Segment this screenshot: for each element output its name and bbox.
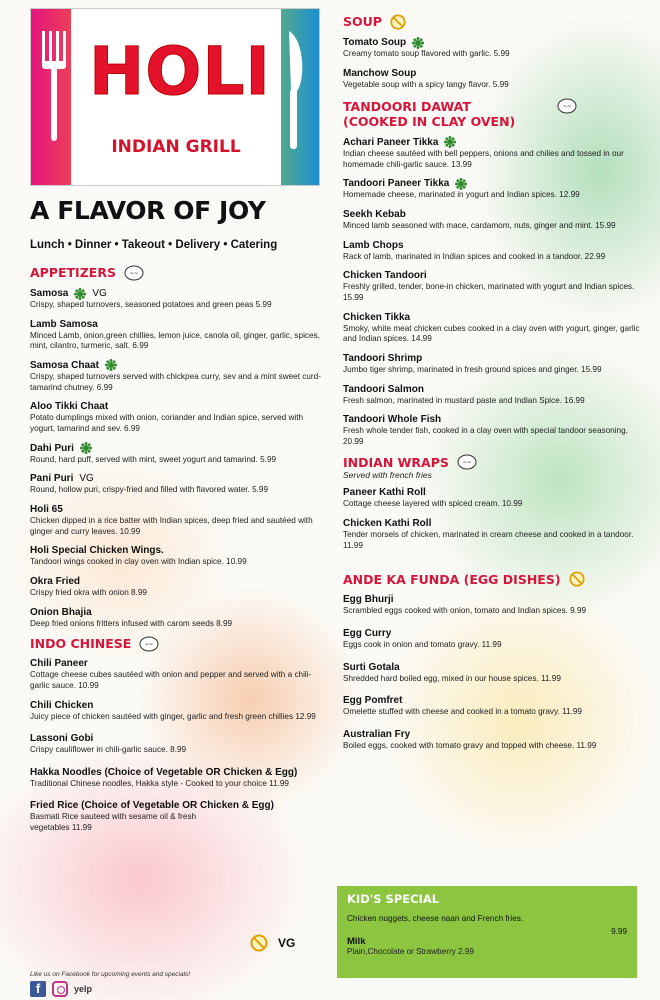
wraps-note: Served with french fries xyxy=(343,470,432,481)
menu-item: Manchow Soup Vegetable soup with a spicy tangy flavor. 5.99 xyxy=(343,67,509,89)
menu-item: Tandoori Whole Fish Fresh whole tender fish, cooked in a clay oven with special tandoor seasoning. 20.99 xyxy=(343,414,628,446)
wraps-section xyxy=(343,454,643,551)
appetizers-title xyxy=(30,265,322,281)
tandoori-section xyxy=(343,98,643,447)
menu-item: Samosa VG Crispy, shaped turnovers, seasoned potatoes and green peas 5.99 xyxy=(30,288,272,309)
wraps-title xyxy=(343,454,643,470)
svg-text:~~: ~~ xyxy=(145,642,154,649)
menu-item: Egg Curry Eggs cook in onion and tomato gravy. 11.99 xyxy=(343,628,502,650)
menu-item: Tandoori Salmon Fresh salmon, marinated in mustard paste and Indian Spice. 16.99 xyxy=(343,383,585,405)
indo-chinese-title-text: INDO CHINESE xyxy=(30,636,132,652)
logo-wordmark: HOLI xyxy=(89,33,271,110)
menu-item: Achari Paneer Tikka Indian cheese sautéed with bell peppers, onions and chilies and tossed in our homemade chili-garlic sauce. 13.99 xyxy=(343,136,624,169)
social-links xyxy=(30,981,190,997)
right-column xyxy=(343,14,643,759)
vegan-label: VG xyxy=(92,288,107,299)
no-spicy-icon xyxy=(139,636,159,652)
services-line: Lunch • Dinner • Takeout • Delivery • Catering xyxy=(30,239,278,251)
soup-title xyxy=(343,14,643,30)
menu-item: Holi Special Chicken Wings. Tandoori wings cooked in clay oven with Indian spice. 10.99 xyxy=(30,545,247,567)
vegetarian-leaf-icon xyxy=(80,442,92,454)
menu-item: Tandoori Paneer Tikka Homemade cheese, marinated in yogurt and Indian spices. 12.99 xyxy=(343,178,580,200)
vegetarian-leaf-icon xyxy=(455,178,467,190)
kids-meal-price: 9.99 xyxy=(611,927,627,936)
svg-text:~~: ~~ xyxy=(129,271,139,277)
menu-item: Dahi Puri Round, hard puff, served with mint, sweet yogurt and tamarind. 5.99 xyxy=(30,442,277,464)
vegetarian-leaf-icon xyxy=(412,37,424,49)
wraps-title-text: INDIAN WRAPS xyxy=(343,454,449,470)
indo-chinese-title xyxy=(30,636,322,652)
egg-title xyxy=(343,571,643,587)
menu-item: Onion Bhajia Deep fried onions fritters infused with carom seeds 8.99 xyxy=(30,606,233,628)
footer xyxy=(30,971,190,997)
menu-item: Tandoori Shrimp Jumbo tiger shrimp, marinated in fresh ground spices and ginger. 15.99 xyxy=(343,352,602,374)
vegan-legend-label: VG xyxy=(278,936,296,950)
menu-item: Okra Fried Crispy fried okra with onion 8.99 xyxy=(30,575,147,597)
restaurant-logo xyxy=(30,8,320,186)
menu-item: Samosa Chaat Crispy, shaped turnovers served with chickpea curry, sev and a mint sweet curd-tamarind chutney. 6.99 xyxy=(30,359,321,392)
appetizers-title-text: APPETIZERS xyxy=(30,265,116,281)
vegan-label: VG xyxy=(79,473,94,485)
tandoori-title-text: TANDOORI DAWAT xyxy=(343,98,471,114)
restaurant-subtitle: INDIAN GRILL xyxy=(111,137,241,157)
menu-item: Fried Rice (Choice of Vegetable OR Chicken & Egg) Basmati Rice sauteed with sesame oil & fresh vegetables 11.99 xyxy=(30,800,274,833)
menu-item: Egg Pomfret Omelette stuffed with cheese and cooked in a tomato gravy. 11.99 xyxy=(343,695,582,717)
no-spicy-icon xyxy=(557,98,577,114)
egg-title-text: ANDE KA FUNDA (EGG DISHES) xyxy=(343,571,561,587)
left-column xyxy=(30,8,322,841)
tandoori-title xyxy=(343,98,643,114)
yelp-icon[interactable]: yelp xyxy=(74,984,93,994)
menu-item: Chili Chicken Juicy piece of chicken sautéed with ginger, garlic and fresh green chillies 12.99 xyxy=(30,699,316,721)
menu-item: Australian Fry Boiled eggs, cooked with tomato gravy and topped with cheese. 11.99 xyxy=(343,729,597,751)
kids-milk-name: Milk xyxy=(347,936,366,947)
menu-item: Paneer Kathi Roll Cottage cheese layered with spiced cream. 10.99 xyxy=(343,487,523,509)
egg-section xyxy=(343,571,643,751)
menu-item: Lamb Samosa Minced Lamb, onion,green chillies, lemon juice, canola oil, ginger, garlic, spices, mint, cilantro, turmeric, salt. 6.99 xyxy=(30,318,320,351)
menu-item: Surti Gotala Shredded hard boiled egg, mixed in our house spices. 11.99 xyxy=(343,661,561,683)
no-gluten-icon xyxy=(569,571,585,587)
kids-milk-desc: Plain,Chocolate or Strawberry 2.99 xyxy=(347,947,474,956)
menu-item: Seekh Kebab Minced lamb seasoned with mace, cardamom, nuts, ginger and mint. 15.99 xyxy=(343,208,616,230)
menu-item: Chili Paneer Cottage cheese cubes sautéed with onion and pepper and served with a chili-garlic sauce. 10.99 xyxy=(30,658,312,690)
indo-chinese-section xyxy=(30,636,322,834)
footer-note: Like us on Facebook for upcoming events and specials! xyxy=(30,971,191,978)
menu-item: Lassoni Gobi Crispy cauliflower in chili-garlic sauce. 8.99 xyxy=(30,733,187,755)
svg-text:~~: ~~ xyxy=(562,104,572,111)
facebook-icon[interactable]: f xyxy=(30,981,46,997)
no-gluten-icon xyxy=(390,14,406,30)
menu-item: Tomato Soup Creamy tomato soup flavored with garlic. 5.99 xyxy=(343,37,510,58)
no-spicy-icon xyxy=(124,265,144,281)
menu-item: Lamb Chops Rack of lamb, marinated in Indian spices and cooked in a tandoor. 22.99 xyxy=(343,239,606,261)
menu-item: Holi 65 Chicken dipped in a rice batter with Indian spices, deep fried and sautéed with ginger and curry leaves. 10.99 xyxy=(30,503,313,536)
menu-item: Egg Bhurji Scrambled eggs cooked with onion, tomato and Indian spices. 9.99 xyxy=(343,594,587,616)
soup-title-text: SOUP xyxy=(343,14,382,30)
instagram-icon[interactable] xyxy=(52,981,68,997)
kids-special-box xyxy=(337,886,637,978)
svg-text:~~: ~~ xyxy=(462,460,472,467)
menu-item: Hakka Noodles (Choice of Vegetable OR Chicken & Egg) Traditional Chinese noodles, Hakka style - Cooked to your choice 11.99 xyxy=(30,766,298,788)
vegetarian-leaf-icon xyxy=(444,136,456,148)
menu-item: Chicken Kathi Roll Tender morsels of chicken, marinated in cream cheese and cooked in a tandoor. 11.99 xyxy=(343,518,634,550)
no-spicy-icon xyxy=(457,454,477,470)
menu-item: Aloo Tikki Chaat Potato dumplings mixed with onion, coriander and Indian spice, served with yogurt, tamarind and sev. 6.99 xyxy=(30,401,304,433)
tagline: A FLAVOR OF JOY xyxy=(30,196,266,225)
vegetarian-leaf-icon xyxy=(74,288,86,300)
soup-section xyxy=(343,14,643,90)
appetizers-section xyxy=(30,265,322,629)
menu-item: Pani Puri VG Round, hollow puri, crispy-fried and filled with flavored water. 5.99 xyxy=(30,473,269,495)
vegetarian-leaf-icon xyxy=(105,359,117,371)
legend xyxy=(250,934,295,952)
fork-icon xyxy=(39,31,69,141)
no-gluten-icon xyxy=(250,934,268,952)
knife-icon xyxy=(281,31,311,151)
tandoori-subtitle: (COOKED IN CLAY OVEN) xyxy=(343,114,516,130)
kids-meal-desc: Chicken nuggets, cheese naan and French fries. xyxy=(347,914,524,923)
menu-item: Chicken Tikka Smoky, white meat chicken cubes cooked in a clay oven with yogurt, ginger, garlic and Indian spices. 14.99 xyxy=(343,311,640,344)
kids-special-title: KID'S SPECIAL xyxy=(347,892,440,906)
menu-item: Chicken Tandoori Freshly grilled, tender, bone-in chicken, marinated with yogurt and Indian spices. 15.99 xyxy=(343,270,635,302)
